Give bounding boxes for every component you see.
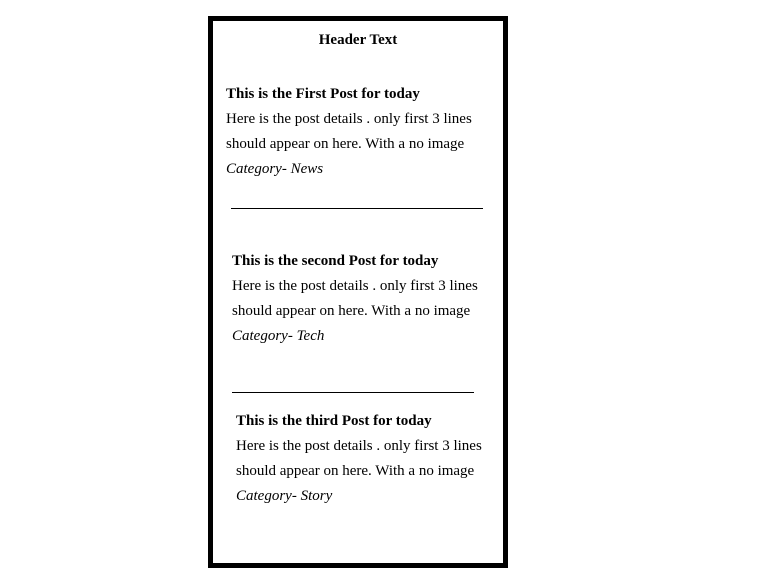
- post-category: Category- Tech: [232, 328, 325, 344]
- post-title[interactable]: This is the second Post for today: [232, 253, 439, 269]
- post-title[interactable]: This is the First Post for today: [226, 86, 420, 102]
- post-item-third[interactable]: [236, 409, 498, 509]
- post-category: Category- Story: [236, 488, 333, 504]
- header-title: Header Text: [318, 32, 398, 48]
- phone-frame: [208, 16, 508, 568]
- post-details: Here is the post details . only first 3 lines should appear on here. With a no image: [232, 278, 478, 319]
- post-details: Here is the post details . only first 3 lines should appear on here. With a no image: [236, 438, 482, 479]
- post-category: Category- News: [226, 161, 324, 177]
- post-item-first[interactable]: [226, 82, 501, 182]
- post-item-second[interactable]: [232, 249, 494, 349]
- post-divider: [232, 392, 474, 393]
- post-divider: [231, 208, 483, 209]
- post-details: Here is the post details . only first 3 lines should appear on here. With a no image: [226, 111, 472, 152]
- post-title[interactable]: This is the third Post for today: [236, 413, 432, 429]
